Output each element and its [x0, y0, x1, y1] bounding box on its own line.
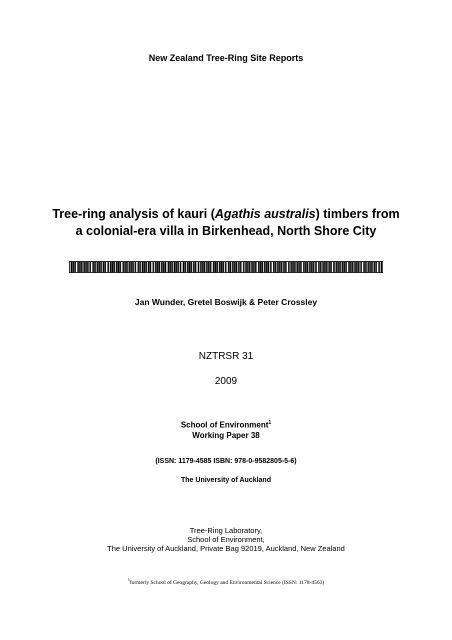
barcode-bar	[104, 262, 105, 273]
barcode-bar	[339, 262, 340, 273]
barcode-icon	[69, 261, 383, 273]
barcode-bar	[371, 262, 372, 273]
barcode-bar	[141, 262, 143, 273]
barcode-bar	[151, 262, 153, 273]
address-line-1: Tree-Ring Laboratory,	[189, 526, 263, 535]
barcode-bar	[214, 262, 215, 273]
barcode-bar	[256, 262, 258, 273]
barcode-bar	[319, 262, 320, 273]
barcode-bar	[184, 262, 185, 273]
barcode-bar	[70, 262, 72, 273]
barcode-bar	[321, 262, 323, 273]
barcode-bar	[382, 262, 383, 273]
barcode-bar	[109, 262, 111, 273]
barcode-bar	[369, 262, 370, 273]
barcode-bar	[292, 262, 293, 273]
barcode-bar	[364, 262, 365, 273]
barcode-bar	[298, 262, 299, 273]
barcode-bar	[199, 262, 201, 273]
barcode-bar	[154, 262, 156, 273]
barcode-bar	[186, 262, 188, 273]
barcode-bar	[330, 262, 331, 273]
barcode-bar	[91, 262, 93, 273]
barcode-bar	[79, 262, 80, 273]
barcode-bar	[156, 262, 157, 273]
barcode-bar	[147, 262, 149, 273]
barcode-bar	[269, 262, 271, 273]
barcode-bar	[250, 262, 252, 273]
barcode-bar	[231, 262, 233, 273]
barcode-bar	[252, 262, 253, 273]
barcode-bar	[241, 262, 243, 273]
barcode-bar	[85, 262, 86, 273]
university-name: The University of Auckland	[181, 477, 271, 484]
barcode-bar	[158, 262, 159, 273]
barcode-bar	[80, 262, 81, 273]
address-line-3: The University of Auckland, Private Bag 92019, Auckland, New Zealand	[107, 544, 345, 553]
barcode-bar	[357, 262, 358, 273]
barcode-bar	[274, 262, 275, 273]
barcode-bar	[353, 262, 355, 273]
barcode-bar	[271, 262, 273, 273]
title-line-1-end: ) timbers from	[315, 207, 400, 221]
barcode-bar	[139, 262, 140, 273]
barcode-bar	[106, 262, 108, 273]
barcode-bar	[160, 262, 162, 273]
barcode-bar	[246, 262, 247, 273]
barcode-bar	[331, 262, 333, 273]
barcode-bar	[222, 262, 223, 273]
barcode-bar	[188, 262, 189, 273]
barcode-bar	[343, 262, 344, 273]
barcode-bar	[248, 262, 249, 273]
barcode-bar	[259, 262, 260, 273]
title-line-1-start: Tree-ring analysis of kauri (	[52, 207, 215, 221]
barcode-bar	[86, 262, 87, 273]
barcode-bar	[304, 262, 305, 273]
barcode-bar	[162, 262, 163, 273]
barcode-bar	[316, 262, 318, 273]
barcode-bar	[229, 262, 230, 273]
barcode-bar	[132, 262, 133, 273]
barcode-bar	[164, 262, 165, 273]
barcode-bar	[263, 262, 265, 273]
barcode-bar	[82, 262, 84, 273]
report-year: 2009	[214, 376, 238, 387]
barcode-bar	[196, 262, 198, 273]
barcode-bar	[181, 262, 183, 273]
barcode-bar	[359, 262, 361, 273]
barcode-bar	[143, 262, 144, 273]
barcode-bar	[293, 262, 294, 273]
barcode-bar	[126, 262, 127, 273]
barcode-bar	[314, 262, 316, 273]
barcode-bar	[278, 262, 279, 273]
barcode-bar	[179, 262, 181, 273]
barcode-bar	[211, 262, 213, 273]
barcode-bar	[282, 262, 284, 273]
barcode-bar	[192, 262, 194, 273]
issn-isbn: (ISSN: 1179-4585 ISBN: 978-0-9582805-5-6)	[155, 458, 297, 465]
barcode-bar	[209, 262, 210, 273]
barcode-bar	[377, 262, 379, 273]
barcode-bar	[220, 262, 221, 273]
species-name: Agathis australis	[214, 207, 316, 221]
barcode-bar	[265, 262, 266, 273]
barcode-bar	[334, 262, 336, 273]
school-footnote-mark: 1	[268, 420, 272, 426]
barcode-bar	[149, 262, 150, 273]
barcode-bar	[115, 262, 117, 273]
barcode-bar	[169, 262, 170, 273]
barcode-bar	[111, 262, 112, 273]
barcode-bar	[349, 262, 350, 273]
barcode-bar	[98, 262, 99, 273]
barcode-bar	[310, 262, 311, 273]
series-heading: New Zealand Tree-Ring Site Reports	[148, 53, 304, 63]
barcode-bar	[239, 262, 240, 273]
barcode-bar	[224, 262, 226, 273]
barcode-bar	[276, 262, 278, 273]
barcode-bar	[124, 262, 125, 273]
barcode-bar	[177, 262, 178, 273]
barcode-bar	[306, 262, 307, 273]
school-name-text: School of Environment	[180, 420, 269, 430]
barcode-bar	[286, 262, 288, 273]
barcode-bar	[76, 262, 78, 273]
barcode-bar	[325, 262, 326, 273]
barcode-bar	[95, 262, 97, 273]
barcode-bar	[372, 262, 374, 273]
barcode-bar	[173, 262, 175, 273]
barcode-bar	[375, 262, 376, 273]
barcode-bar	[295, 262, 297, 273]
barcode-bar	[127, 262, 129, 273]
barcode-bar	[337, 262, 338, 273]
barcode-bar	[166, 262, 168, 273]
barcode-bar	[284, 262, 285, 273]
title-line-2: a colonial-era villa in Birkenhead, North Shore City	[75, 224, 377, 238]
barcode-bar	[190, 262, 191, 273]
barcode-bar	[324, 262, 325, 273]
barcode-bar	[351, 262, 352, 273]
barcode-bar	[218, 262, 220, 273]
barcode-bar	[171, 262, 172, 273]
barcode-bar	[136, 262, 138, 273]
barcode-bar	[289, 262, 291, 273]
address-line-2: School of Environment,	[187, 535, 265, 544]
barcode-bar	[340, 262, 342, 273]
barcode-bar	[327, 262, 329, 273]
barcode-bar	[301, 262, 303, 273]
barcode-bar	[312, 262, 313, 273]
barcode-bar	[237, 262, 239, 273]
footnote-mark: 1	[127, 577, 130, 582]
barcode-bar	[254, 262, 255, 273]
footnote	[0, 577, 452, 586]
barcode-bar	[133, 262, 135, 273]
barcode-bar	[345, 262, 346, 273]
barcode-bar	[121, 262, 123, 273]
barcode-bar	[355, 262, 356, 273]
barcode-bar	[100, 262, 101, 273]
barcode-bar	[233, 262, 234, 273]
barcode-bar	[201, 262, 202, 273]
barcode-bar	[366, 262, 368, 273]
barcode-bar	[194, 262, 195, 273]
barcode-bar	[207, 262, 208, 273]
barcode-bar	[175, 262, 176, 273]
barcode-bar	[380, 262, 382, 273]
barcode-bar	[308, 262, 310, 273]
barcode-bar	[299, 262, 300, 273]
barcode-bar	[130, 262, 131, 273]
authors: Jan Wunder, Gretel Boswijk & Peter Crossley	[134, 297, 318, 307]
barcode-bar	[145, 262, 146, 273]
barcode-bar	[205, 262, 207, 273]
barcode-bar	[346, 262, 348, 273]
barcode-bar	[113, 262, 114, 273]
barcode-bar	[362, 262, 364, 273]
barcode-bar	[280, 262, 281, 273]
barcode-bar	[226, 262, 228, 273]
report-number: NZTRSR 31	[198, 351, 254, 362]
barcode-bar	[216, 262, 217, 273]
barcode-bar	[203, 262, 204, 273]
title-line-1	[0, 207, 452, 221]
barcode-bar	[261, 262, 262, 273]
barcode-bar	[267, 262, 268, 273]
school-name	[0, 420, 452, 430]
barcode-bar	[119, 262, 120, 273]
barcode-bar	[244, 262, 246, 273]
barcode-bar	[74, 262, 75, 273]
working-paper: Working Paper 38	[192, 431, 260, 440]
barcode-bar	[94, 262, 95, 273]
footnote-text: formerly School of Geography, Geology and Environmental Science (ISSN: 1178-4563)	[129, 579, 325, 586]
barcode-bar	[101, 262, 103, 273]
barcode-bar	[88, 262, 90, 273]
barcode-bar	[72, 262, 73, 273]
barcode-bar	[235, 262, 236, 273]
barcode-bar	[117, 262, 118, 273]
